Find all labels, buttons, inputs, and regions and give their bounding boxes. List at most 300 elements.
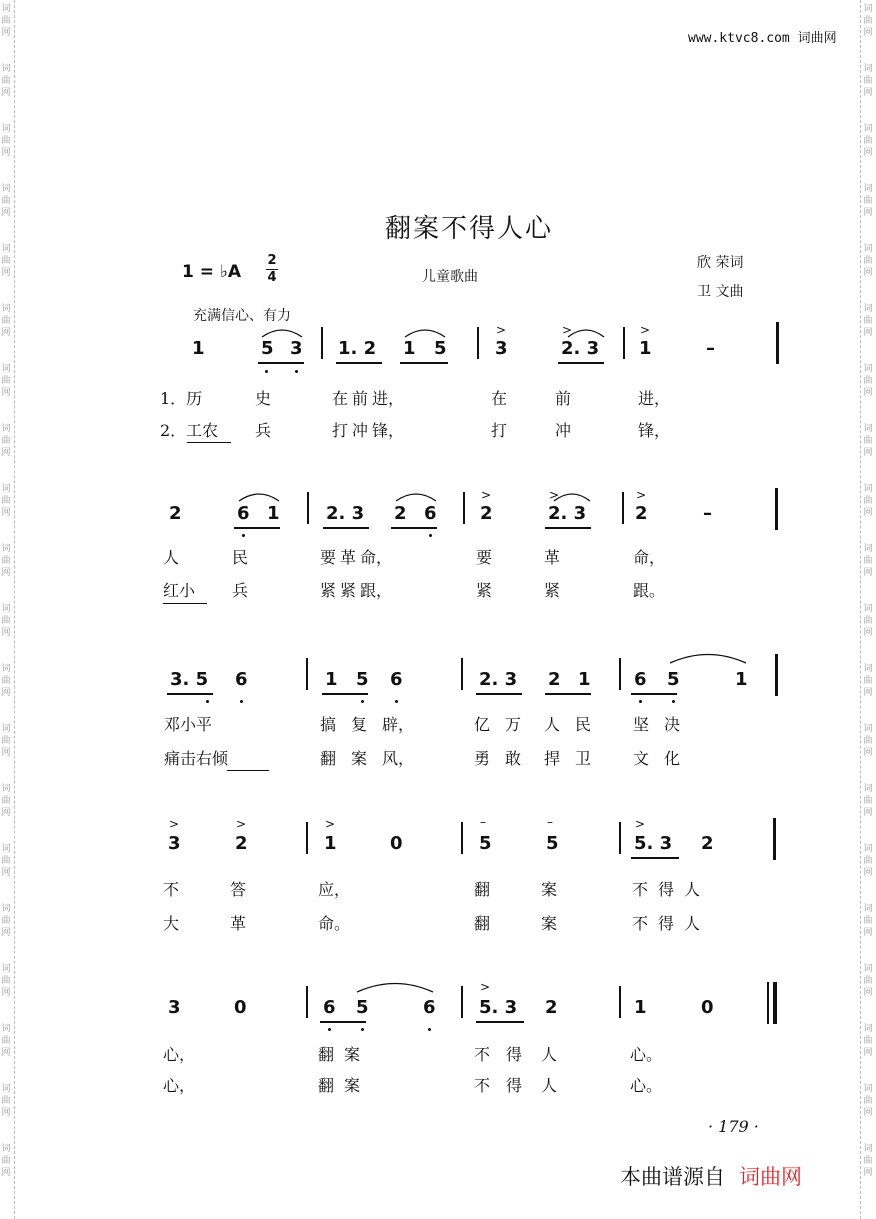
note: 1 xyxy=(639,338,652,359)
accent-mark: > xyxy=(480,980,491,994)
note: 3 xyxy=(495,338,508,359)
beam xyxy=(336,362,382,364)
footer-source[interactable] xyxy=(620,1161,802,1191)
margin-watermark-char: 网 xyxy=(1,988,11,998)
beam xyxy=(400,362,448,364)
barline xyxy=(775,654,778,696)
lyric: 命， xyxy=(633,548,666,567)
margin-watermark-char: 曲 xyxy=(1,856,11,866)
margin-watermark-char: 曲 xyxy=(1,136,11,146)
lyric: 坚 xyxy=(633,715,650,734)
lyric: 冲 xyxy=(352,421,369,440)
barline xyxy=(306,658,308,690)
note: 5 xyxy=(479,833,492,854)
note: 1 xyxy=(634,997,647,1018)
margin-watermark-char: 网 xyxy=(1,1048,11,1058)
note: 5 xyxy=(356,997,369,1018)
lyric: 锋， xyxy=(638,421,671,440)
accent-mark: > xyxy=(325,817,336,831)
margin-watermark-char: 词 xyxy=(863,184,873,194)
lyric: 不得人 xyxy=(632,880,711,899)
lyricist: 欣 荣词 xyxy=(697,255,744,271)
lyric: 锋， xyxy=(372,421,405,440)
margin-watermark-char: 网 xyxy=(1,328,11,338)
margin-watermark-char: 曲 xyxy=(863,376,873,386)
low-octave-dot xyxy=(639,700,642,703)
note: 5 xyxy=(434,338,447,359)
lyric: 进， xyxy=(372,389,405,408)
margin-watermark-char: 曲 xyxy=(1,1156,11,1166)
lyric: 答 xyxy=(230,880,247,899)
margin-watermark-char: 词 xyxy=(863,124,873,134)
margin-watermark-char: 词 xyxy=(1,364,11,374)
low-octave-dot xyxy=(395,700,398,703)
margin-watermark-char: 曲 xyxy=(863,1156,873,1166)
accent-mark: > xyxy=(640,323,651,337)
slur xyxy=(355,979,435,993)
margin-watermark-char: 词 xyxy=(863,4,873,14)
margin-watermark-char: 曲 xyxy=(1,796,11,806)
margin-watermark-char: 网 xyxy=(1,688,11,698)
margin-watermark-char: 词 xyxy=(1,124,11,134)
note: 6 xyxy=(423,997,436,1018)
margin-watermark-char: 词 xyxy=(1,904,11,914)
lyric: 案 xyxy=(541,914,558,933)
margin-watermark-char: 曲 xyxy=(1,1096,11,1106)
margin-watermark-char: 词 xyxy=(1,784,11,794)
lyric: 翻 xyxy=(474,914,491,933)
composer: 卫 文曲 xyxy=(697,284,744,300)
margin-watermark-char: 词 xyxy=(863,724,873,734)
low-octave-dot xyxy=(328,1028,331,1031)
note: 2. 3 xyxy=(479,669,518,690)
barline xyxy=(461,986,463,1018)
lyric: 翻 xyxy=(320,749,337,768)
margin-watermark-char: 曲 xyxy=(863,796,873,806)
margin-watermark-char: 词 xyxy=(863,1144,873,1154)
beam xyxy=(545,693,591,695)
song-title: 翻案不得人心 xyxy=(385,214,554,244)
margin-watermark-char: 词 xyxy=(863,604,873,614)
margin-watermark-char: 网 xyxy=(863,1048,873,1058)
low-octave-dot xyxy=(265,370,268,373)
lyric: 紧 xyxy=(476,581,493,600)
footer-brand[interactable]: 词曲网 xyxy=(739,1165,802,1189)
note: 2 xyxy=(701,833,714,854)
margin-watermark-char: 词 xyxy=(1,1024,11,1034)
lyric: 跟， xyxy=(360,581,393,600)
margin-watermark-char: 网 xyxy=(1,268,11,278)
note: 1 xyxy=(578,669,591,690)
key-signature: 1 = ♭A xyxy=(182,262,242,282)
lyric: 民 xyxy=(575,715,592,734)
accent-mark: > xyxy=(549,488,560,502)
lyric: 人 xyxy=(541,1045,558,1064)
margin-watermark-char: 词 xyxy=(863,964,873,974)
margin-watermark-char: 曲 xyxy=(1,736,11,746)
lyric: 风， xyxy=(382,749,415,768)
margin-watermark-char: 曲 xyxy=(863,316,873,326)
lyric: 应， xyxy=(318,880,351,899)
margin-watermark-char: 曲 xyxy=(863,556,873,566)
lyric: 万 xyxy=(505,715,522,734)
note: 2. 3 xyxy=(326,503,365,524)
margin-watermark-char: 网 xyxy=(863,88,873,98)
lyric: 心， xyxy=(163,1076,196,1095)
lyric-underline xyxy=(227,770,269,771)
lyric: 复 xyxy=(351,715,368,734)
lyric: 打 xyxy=(491,421,508,440)
margin-watermark-char: 曲 xyxy=(1,256,11,266)
accent-mark: > xyxy=(236,817,247,831)
margin-watermark-char: 曲 xyxy=(1,196,11,206)
lyric: 兵 xyxy=(232,581,249,600)
beam xyxy=(258,362,304,364)
note: 2 xyxy=(480,503,493,524)
note: 6 xyxy=(323,997,336,1018)
margin-watermark-char: 词 xyxy=(1,4,11,14)
margin-watermark-char: 网 xyxy=(863,628,873,638)
note: – xyxy=(706,338,715,359)
beam xyxy=(476,693,522,695)
margin-watermark-char: 网 xyxy=(1,868,11,878)
margin-watermark-char: 词 xyxy=(863,844,873,854)
lyric: 案 xyxy=(351,749,368,768)
margin-watermark-char: 词 xyxy=(1,604,11,614)
note: 2. 3 xyxy=(561,338,600,359)
lyric: 搞 xyxy=(320,715,337,734)
margin-watermark-char: 词 xyxy=(1,664,11,674)
lyric: 前 xyxy=(555,389,572,408)
lyric: 民 xyxy=(232,548,249,567)
beam xyxy=(631,857,679,859)
margin-watermark-char: 网 xyxy=(863,568,873,578)
margin-watermark-char: 词 xyxy=(863,364,873,374)
low-octave-dot xyxy=(206,700,209,703)
margin-watermark-char: 词 xyxy=(1,724,11,734)
note: 2 xyxy=(545,997,558,1018)
margin-watermark-char: 曲 xyxy=(1,1036,11,1046)
low-octave-dot xyxy=(242,534,245,537)
lyric: 革 xyxy=(544,548,561,567)
lyric: 化 xyxy=(664,749,681,768)
song-genre: 儿童歌曲 xyxy=(422,269,478,285)
margin-watermark-char: 网 xyxy=(863,928,873,938)
lyric: 决 xyxy=(664,715,681,734)
note: 3 xyxy=(168,833,181,854)
margin-watermark-char: 网 xyxy=(863,328,873,338)
lyric: 卫 xyxy=(575,749,592,768)
margin-watermark-char: 词 xyxy=(1,304,11,314)
lyric: 不 xyxy=(163,880,180,899)
barline xyxy=(306,822,308,854)
margin-watermark-char: 网 xyxy=(863,268,873,278)
margin-watermark-char: 网 xyxy=(1,568,11,578)
margin-watermark-char: 词 xyxy=(863,304,873,314)
margin-watermark-char: 网 xyxy=(1,928,11,938)
lyric: 紧 xyxy=(340,581,357,600)
lyric: 痛击右倾 xyxy=(164,749,229,768)
note: 5 xyxy=(667,669,680,690)
tenuto-mark: – xyxy=(480,815,486,829)
margin-watermark-char: 网 xyxy=(1,448,11,458)
lyric: 大 xyxy=(163,914,180,933)
accent-mark: > xyxy=(562,323,573,337)
margin-watermark-char: 网 xyxy=(1,148,11,158)
note: 2 xyxy=(394,503,407,524)
margin-watermark-char: 词 xyxy=(863,244,873,254)
lyric: 人 xyxy=(544,715,561,734)
margin-watermark-char: 曲 xyxy=(863,496,873,506)
margin-watermark-char: 词 xyxy=(863,784,873,794)
lyric-underline xyxy=(187,442,231,443)
margin-watermark-char: 网 xyxy=(1,508,11,518)
note: 1 xyxy=(324,833,337,854)
low-octave-dot xyxy=(361,700,364,703)
low-octave-dot xyxy=(672,700,675,703)
lyric: 心， xyxy=(163,1045,196,1064)
final-barline-thin xyxy=(767,982,769,1024)
margin-watermark-char: 词 xyxy=(1,964,11,974)
margin-watermark-char: 网 xyxy=(863,448,873,458)
accent-mark: > xyxy=(496,323,507,337)
margin-watermark-char: 曲 xyxy=(863,856,873,866)
note: 1. 2 xyxy=(338,338,377,359)
barline xyxy=(306,986,308,1018)
margin-watermark-char: 网 xyxy=(1,808,11,818)
margin-watermark-char: 网 xyxy=(863,1168,873,1178)
margin-watermark-char: 网 xyxy=(863,808,873,818)
margin-watermark-char: 曲 xyxy=(1,976,11,986)
note: 6 xyxy=(235,669,248,690)
margin-watermark-char: 曲 xyxy=(863,196,873,206)
lyric: 邓小平 xyxy=(164,715,213,734)
accent-mark: > xyxy=(635,817,646,831)
note: 5 xyxy=(546,833,559,854)
footer-prefix: 本曲谱源自 xyxy=(620,1165,725,1189)
lyric: 在 xyxy=(332,389,349,408)
tenuto-mark: – xyxy=(547,815,553,829)
lyric: 进， xyxy=(638,389,671,408)
lyric: 冲 xyxy=(555,421,572,440)
beam xyxy=(391,527,437,529)
slur xyxy=(237,490,281,502)
margin-watermark-char: 网 xyxy=(863,748,873,758)
lyric: 打 xyxy=(332,421,349,440)
margin-watermark-char: 曲 xyxy=(863,616,873,626)
margin-watermark-char: 曲 xyxy=(1,436,11,446)
barline xyxy=(622,492,624,524)
margin-watermark-char: 词 xyxy=(1,1084,11,1094)
barline xyxy=(461,658,463,690)
lyric: 兵 xyxy=(255,421,272,440)
margin-watermark-char: 词 xyxy=(863,484,873,494)
barline xyxy=(773,818,776,860)
note: 1 xyxy=(735,669,748,690)
margin-watermark-char: 词 xyxy=(1,424,11,434)
note: 5 xyxy=(356,669,369,690)
margin-watermark-char: 曲 xyxy=(863,1096,873,1106)
page-number: · 179 · xyxy=(708,1117,759,1136)
beam xyxy=(322,693,368,695)
lyric: 不 xyxy=(474,1076,491,1095)
margin-watermark-char: 词 xyxy=(863,664,873,674)
margin-watermark-char: 曲 xyxy=(863,76,873,86)
barline xyxy=(623,327,625,359)
note: 3 xyxy=(168,997,181,1018)
lyric: 勇 xyxy=(474,749,491,768)
accent-mark: > xyxy=(636,488,647,502)
margin-watermark-char: 网 xyxy=(1,88,11,98)
note: 1 xyxy=(403,338,416,359)
lyric: 跟。 xyxy=(633,581,666,600)
time-signature xyxy=(265,254,279,285)
note: 3. 5 xyxy=(170,669,209,690)
note: 0 xyxy=(234,997,247,1018)
note: 2 xyxy=(635,503,648,524)
barline xyxy=(619,986,621,1018)
margin-watermark-char: 曲 xyxy=(863,736,873,746)
lyric: 心。 xyxy=(630,1045,663,1064)
low-octave-dot xyxy=(295,370,298,373)
margin-watermark-char: 曲 xyxy=(863,916,873,926)
note: 1 xyxy=(267,503,280,524)
lyric: 在 xyxy=(491,389,508,408)
note: 6 xyxy=(390,669,403,690)
margin-watermark-char: 网 xyxy=(863,1108,873,1118)
final-barline-thick xyxy=(773,982,777,1024)
lyric: 紧 xyxy=(320,581,337,600)
lyric: 人 xyxy=(163,548,180,567)
low-octave-dot xyxy=(361,1028,364,1031)
margin-watermark-char: 词 xyxy=(863,1084,873,1094)
accent-mark: > xyxy=(169,817,180,831)
margin-watermark-char: 网 xyxy=(863,508,873,518)
margin-watermark-char: 网 xyxy=(1,208,11,218)
margin-watermark-char: 网 xyxy=(1,28,11,38)
margin-watermark-char: 词 xyxy=(1,184,11,194)
note: 1 xyxy=(192,338,205,359)
lyric: 不得人 xyxy=(632,914,711,933)
beam xyxy=(476,1021,524,1023)
lyric: 要 xyxy=(476,548,493,567)
lyric: 翻 xyxy=(474,880,491,899)
slur xyxy=(394,490,438,502)
margin-watermark-char: 曲 xyxy=(1,376,11,386)
margin-watermark-char: 词 xyxy=(1,484,11,494)
lyric: 案 xyxy=(541,880,558,899)
margin-watermark-char: 网 xyxy=(863,688,873,698)
margin-watermark-char: 网 xyxy=(1,1168,11,1178)
barline xyxy=(619,822,621,854)
margin-watermark-char: 曲 xyxy=(863,976,873,986)
barline xyxy=(307,492,309,524)
margin-watermark-char: 网 xyxy=(863,388,873,398)
note: 5. 3 xyxy=(479,997,518,1018)
margin-watermark-char: 曲 xyxy=(1,616,11,626)
margin-watermark-char: 词 xyxy=(1,1144,11,1154)
lyric-underline xyxy=(163,603,207,604)
slur xyxy=(552,490,592,502)
margin-watermark-char: 曲 xyxy=(863,16,873,26)
lyric: 得 xyxy=(506,1045,523,1064)
beam xyxy=(545,527,591,529)
slur xyxy=(668,650,748,664)
margin-watermark-char: 网 xyxy=(863,208,873,218)
slur xyxy=(403,326,447,338)
slur xyxy=(260,326,304,338)
barline xyxy=(775,488,778,530)
margin-watermark-char: 曲 xyxy=(1,556,11,566)
lyric: 敢 xyxy=(505,749,522,768)
note: 0 xyxy=(701,997,714,1018)
margin-watermark-char: 曲 xyxy=(1,16,11,26)
lyric: 命， xyxy=(360,548,393,567)
time-numerator: 2 xyxy=(267,253,277,268)
beam xyxy=(167,693,213,695)
margin-watermark-char: 曲 xyxy=(1,916,11,926)
margin-watermark-char: 网 xyxy=(1,748,11,758)
margin-watermark-char: 曲 xyxy=(1,676,11,686)
margin-watermark-char: 网 xyxy=(1,388,11,398)
note: 6 xyxy=(237,503,250,524)
expression-mark: 充满信心、有力 xyxy=(193,308,291,324)
note: 3 xyxy=(290,338,303,359)
barline xyxy=(463,492,465,524)
lyric: 辟， xyxy=(382,715,415,734)
margin-watermark-char: 曲 xyxy=(863,1036,873,1046)
time-denominator: 4 xyxy=(267,270,277,285)
note: 2 xyxy=(235,833,248,854)
margin-watermark-char: 曲 xyxy=(1,76,11,86)
note: 1 xyxy=(325,669,338,690)
lyric: 捍 xyxy=(544,749,561,768)
lyric: 革 xyxy=(230,914,247,933)
lyric: 红小 xyxy=(163,581,196,600)
margin-watermark-char: 曲 xyxy=(863,136,873,146)
site-watermark[interactable]: www.ktvc8.com 词曲网 xyxy=(688,31,837,46)
slur xyxy=(566,326,606,338)
margin-watermark-char: 曲 xyxy=(863,436,873,446)
margin-watermark-char: 词 xyxy=(863,1024,873,1034)
accent-mark: > xyxy=(481,488,492,502)
margin-watermark-char: 词 xyxy=(1,844,11,854)
margin-watermark-char: 词 xyxy=(863,424,873,434)
margin-watermark-char: 词 xyxy=(863,544,873,554)
margin-watermark-char: 曲 xyxy=(1,316,11,326)
note: 2 xyxy=(548,669,561,690)
note: 2. 3 xyxy=(548,503,587,524)
note: 6 xyxy=(634,669,647,690)
margin-watermark-char: 网 xyxy=(863,868,873,878)
lyric: 革 xyxy=(340,548,357,567)
barline xyxy=(461,822,463,854)
margin-watermark-char: 曲 xyxy=(863,256,873,266)
barline xyxy=(477,327,479,359)
barline xyxy=(321,327,323,359)
margin-watermark-char: 网 xyxy=(1,1108,11,1118)
margin-watermark-char: 词 xyxy=(1,244,11,254)
margin-watermark-char: 词 xyxy=(1,544,11,554)
margin-watermark-char: 网 xyxy=(863,148,873,158)
note: 5 xyxy=(261,338,274,359)
margin-watermark-char: 网 xyxy=(863,988,873,998)
beam xyxy=(234,527,280,529)
lyric: 人 xyxy=(541,1076,558,1095)
lyric: 命。 xyxy=(318,914,351,933)
note: 6 xyxy=(424,503,437,524)
margin-watermark-char: 词 xyxy=(863,904,873,914)
